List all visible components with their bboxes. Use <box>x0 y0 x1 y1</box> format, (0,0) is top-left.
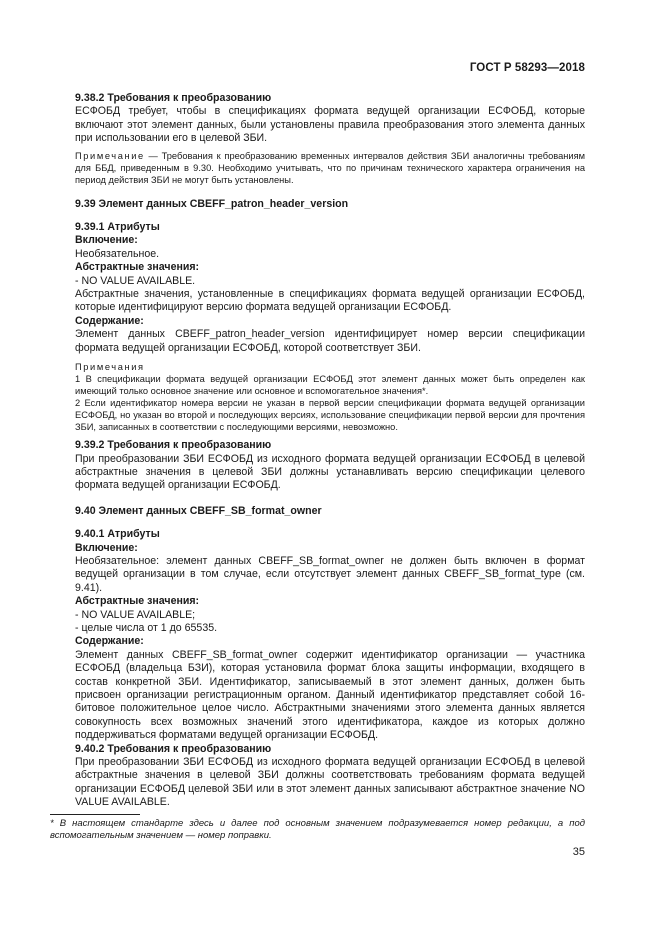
paragraph: При преобразовании ЗБИ ЕСФОБД из исходного формата ведущей организации ЕСФОБД в целевой абстрактные значения в целевой ЗБИ должны соответствовать требованиям формата ведущей организации ЕСФОБД целевой ЗБИ или в этот элемент данных записывают абстрактное значение NO VALUE AVAILABLE. <box>75 756 585 809</box>
page-body <box>75 92 585 810</box>
note-item: 2 Если идентификатор номера версии не указан в первой версии спецификации формата ведущей организации ЕСФОБД, но указан во второй и последующих версиях, использование спецификации первой версии для прочтения ЗБИ, записанных в соответствии с последующими версиями, невозможно. <box>75 398 585 433</box>
paragraph: Абстрактные значения, установленные в спецификациях формата ведущей организации ЕСФОБД, которые идентифицируют версию формата ведущей организации ЕСФОБД. <box>75 288 585 314</box>
paragraph: Элемент данных CBEFF_SB_format_owner содержит идентификатор организации — участника ЕСФОБД (владельца БЗИ), которая установила формат блока защиты информации, входящего в состав конкретной ЗБИ. Идентификатор, записываемый в этот элемент данных, должен быть присвоен организации регистрационным органом. Данный идентификатор представляет собой 16-битовое положительное целое число. Абстрактными значениями этого элемента данных является совокупность всех возможных значений этого идентификатора, каждое из которых должно поддерживаться форматами ведущей организации ЕСФОБД. <box>75 648 585 742</box>
paragraph: Элемент данных CBEFF_patron_header_version идентифицирует номер версии спецификации формата ведущей организации ЕСФОБД, которой соответствует ЗБИ. <box>75 328 585 354</box>
attribute-heading: Абстрактные значения: <box>75 261 200 274</box>
attribute-heading: Включение: <box>75 234 138 247</box>
paragraph: При преобразовании ЗБИ ЕСФОБД из исходного формата ведущей организации ЕСФОБД в целевой абстрактные значения в целевой ЗБИ должны устанавливать версию спецификации целевого формата ведущей организации ЕСФОБД. <box>75 452 585 492</box>
list-item: - целые числа от 1 до 65535. <box>75 621 218 634</box>
note-label: Примечание <box>75 150 145 161</box>
footnote: * В настоящем стандарте здесь и далее под основным значением подразумевается номер редакции, а под вспомогательным значением — номер поправки. <box>50 818 585 841</box>
subsection-heading: 9.39.2 Требования к преобразованию <box>75 439 272 452</box>
paragraph: Необязательное. <box>75 247 160 260</box>
notes-label: Примечания <box>75 362 145 373</box>
section-heading: 9.39 Элемент данных CBEFF_patron_header_version <box>75 197 349 210</box>
list-item: - NO VALUE AVAILABLE; <box>75 608 196 621</box>
attribute-heading: Содержание: <box>75 314 144 327</box>
section-heading: 9.40 Элемент данных CBEFF_SB_format_owner <box>75 504 322 517</box>
list-item: - NO VALUE AVAILABLE. <box>75 274 196 287</box>
attribute-heading: Содержание: <box>75 635 144 648</box>
note-item: 1 В спецификации формата ведущей организации ЕСФОБД этот элемент данных может быть определен как имеющий только основное значение или основное и вспомогательное значения*. <box>75 374 585 397</box>
subsection-heading: 9.40.1 Атрибуты <box>75 528 160 541</box>
page-number: 35 <box>572 846 585 858</box>
subsection-heading: 9.39.1 Атрибуты <box>75 221 160 234</box>
attribute-heading: Включение: <box>75 541 138 554</box>
paragraph: ЕСФОБД требует, чтобы в спецификациях формата ведущей организации ЕСФОБД, которые включают этот элемент данных, были установлены правила преобразования этого элемента данных при использовании его в целевой ЗБИ. <box>75 105 585 145</box>
standard-designation: ГОСТ Р 58293—2018 <box>469 62 585 74</box>
attribute-heading: Абстрактные значения: <box>75 595 200 608</box>
paragraph: Необязательное: элемент данных CBEFF_SB_format_owner не должен быть включен в формат ведущей организации в том случае, если отсутствует элемент данных CBEFF_SB_format_type (см. 9.41). <box>75 554 585 594</box>
note <box>75 150 585 186</box>
footnote-separator <box>50 814 140 815</box>
section-heading: 9.38.2 Требования к преобразованию <box>75 92 272 104</box>
subsection-heading: 9.40.2 Требования к преобразованию <box>75 742 272 755</box>
note-text: — Требования к преобразованию временных интервалов действия ЗБИ аналогичны требованиям для ББД, приведенным в 9.30. Необходимо учитывать, что по причинам технического характера ограничения на период действия ЗБИ не могут быть установлены. <box>75 150 585 185</box>
